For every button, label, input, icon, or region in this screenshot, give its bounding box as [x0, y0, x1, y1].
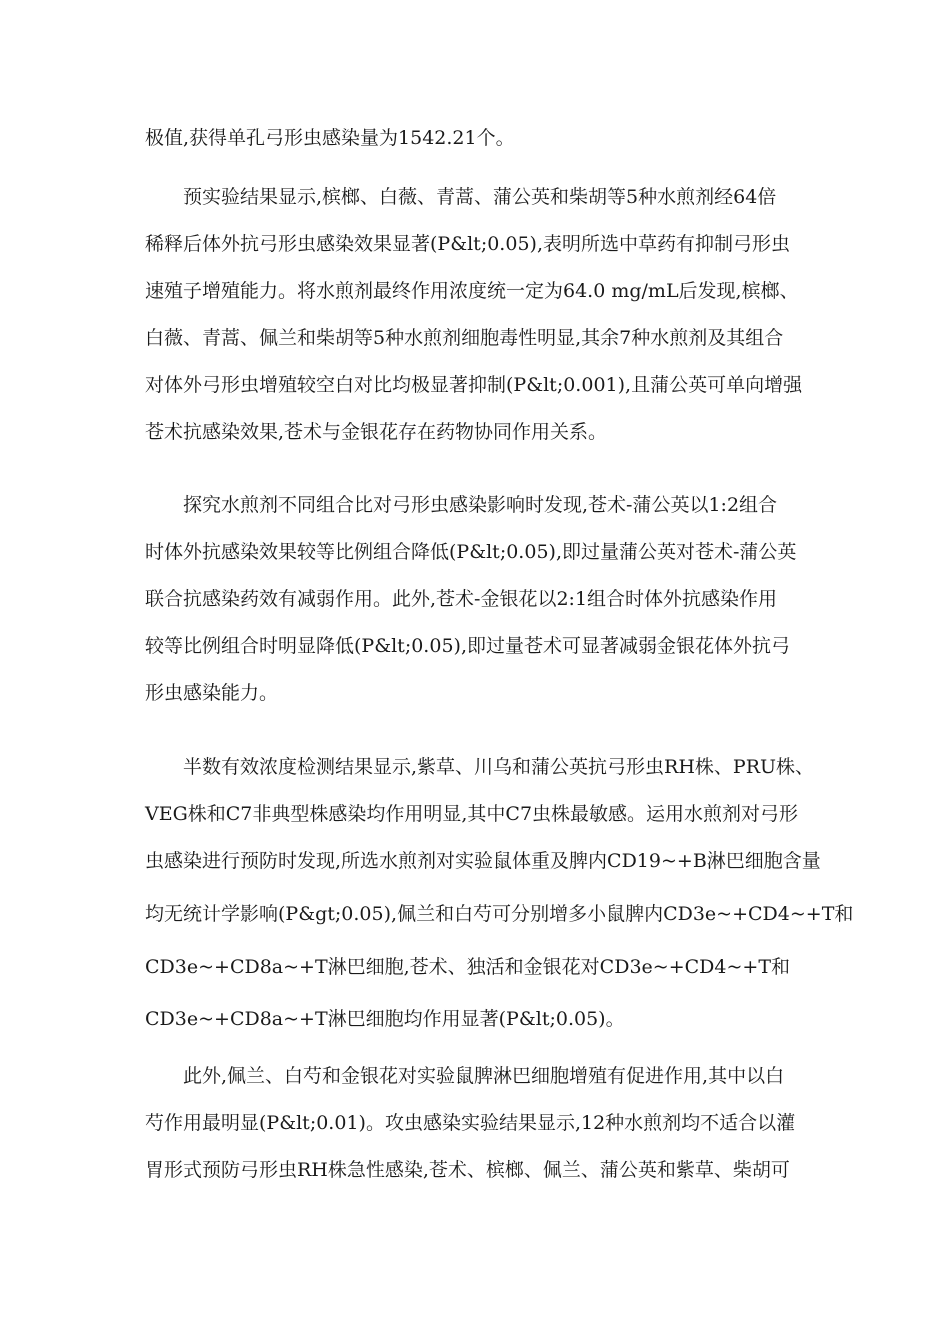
text-line: 虫感染进行预防时发现,所选水煎剂对实验鼠体重及脾内CD19~+B淋巴细胞含量	[145, 850, 821, 872]
text-line: CD3e~+CD8a~+T淋巴细胞,苍术、独活和金银花对CD3e~+CD4~+T和	[145, 956, 790, 978]
text-line: 速殖子增殖能力。将水煎剂最终作用浓度统一定为64.0 mg/mL后发现,槟榔、	[145, 280, 799, 302]
text-line: 联合抗感染药效有减弱作用。此外,苍术-金银花以2:1组合时体外抗感染作用	[145, 588, 778, 610]
text-line: 稀释后体外抗弓形虫感染效果显著(P&lt;0.05),表明所选中草药有抑制弓形虫	[145, 233, 790, 255]
text-line: 时体外抗感染效果较等比例组合降低(P&lt;0.05),即过量蒲公英对苍术-蒲公英	[145, 541, 797, 563]
text-line: 此外,佩兰、白芍和金银花对实验鼠脾淋巴细胞增殖有促进作用,其中以白	[183, 1065, 785, 1087]
text-line: 预实验结果显示,槟榔、白薇、青蒿、蒲公英和柴胡等5种水煎剂经64倍	[183, 186, 777, 208]
text-line: 较等比例组合时明显降低(P&lt;0.05),即过量苍术可显著减弱金银花体外抗弓	[145, 635, 790, 657]
text-line: 半数有效浓度检测结果显示,紫草、川乌和蒲公英抗弓形虫RH株、PRU株、	[183, 756, 815, 778]
text-line: 形虫感染能力。	[145, 682, 279, 704]
text-line: 芍作用最明显(P&lt;0.01)。攻虫感染实验结果显示,12种水煎剂均不适合以灌	[145, 1112, 796, 1134]
text-line: 极值,获得单孔弓形虫感染量为1542.21个。	[145, 127, 515, 149]
text-line: 苍术抗感染效果,苍术与金银花存在药物协同作用关系。	[145, 421, 608, 443]
text-line: 探究水煎剂不同组合比对弓形虫感染影响时发现,苍术-蒲公英以1:2组合	[183, 494, 778, 516]
text-line: 胃形式预防弓形虫RH株急性感染,苍术、槟榔、佩兰、蒲公英和紫草、柴胡可	[145, 1159, 790, 1181]
text-line: 对体外弓形虫增殖较空白对比均极显著抑制(P&lt;0.001),且蒲公英可单向增强	[145, 374, 803, 396]
text-line: VEG株和C7非典型株感染均作用明显,其中C7虫株最敏感。运用水煎剂对弓形	[145, 803, 799, 825]
text-line: CD3e~+CD8a~+T淋巴细胞均作用显著(P&lt;0.05)。	[145, 1008, 625, 1030]
text-line: 均无统计学影响(P&gt;0.05),佩兰和白芍可分别增多小鼠脾内CD3e~+CD4~+T和	[145, 903, 854, 925]
text-line: 白薇、青蒿、佩兰和柴胡等5种水煎剂细胞毒性明显,其余7种水煎剂及其组合	[145, 327, 784, 349]
